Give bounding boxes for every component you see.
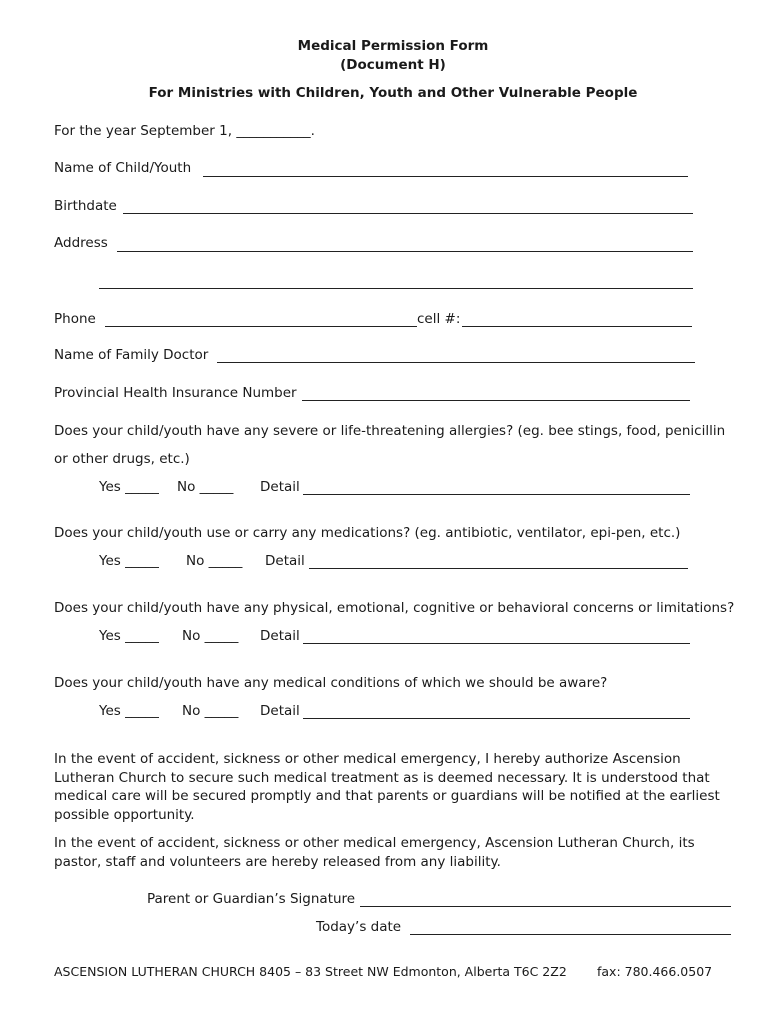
year-line: For the year September 1, ___________. [54, 123, 315, 139]
conditions-question: Does your child/youth have any medical conditions of which we should be aware? [54, 675, 608, 691]
concerns-detail-label: Detail [260, 628, 300, 644]
health-number-field[interactable] [302, 400, 690, 401]
address-field-line1[interactable] [117, 251, 693, 252]
authorization-paragraph [54, 750, 724, 824]
medications-yes[interactable]: Yes _____ [99, 553, 159, 569]
family-doctor-field[interactable] [217, 362, 695, 363]
birthdate-field[interactable] [123, 213, 693, 214]
authorization-line: medical care will be secured promptly and that parents or guardians will be notified at the earliest [54, 788, 720, 804]
footer-address: ASCENSION LUTHERAN CHURCH 8405 – 83 Street NW Edmonton, Alberta T6C 2Z2 [54, 964, 567, 979]
form-subtitle: For Ministries with Children, Youth and Other Vulnerable People [148, 85, 638, 101]
allergies-detail-label: Detail [260, 479, 300, 495]
concerns-yes[interactable]: Yes _____ [99, 628, 159, 644]
form-title: Medical Permission Form [297, 38, 489, 54]
phone-label: Phone [54, 311, 96, 327]
concerns-question: Does your child/youth have any physical, emotional, cognitive or behavioral concerns or limitations? [54, 600, 735, 616]
address-label: Address [54, 235, 108, 251]
release-line: In the event of accident, sickness or other medical emergency, Ascension Lutheran Church, its [54, 835, 695, 851]
medications-no[interactable]: No _____ [186, 553, 243, 569]
birthdate-label: Birthdate [54, 198, 117, 214]
family-doctor-label: Name of Family Doctor [54, 347, 209, 363]
medications-detail-field[interactable] [309, 568, 688, 569]
health-number-label: Provincial Health Insurance Number [54, 385, 297, 401]
allergies-question-cont: or other drugs, etc.) [54, 451, 190, 467]
footer-fax: fax: 780.466.0507 [597, 964, 713, 979]
conditions-yes[interactable]: Yes _____ [99, 703, 159, 719]
allergies-yes[interactable]: Yes _____ [99, 479, 159, 495]
phone-field[interactable] [105, 326, 417, 327]
authorization-line: Lutheran Church to secure such medical treatment as is deemed necessary. It is understood that [54, 769, 710, 786]
conditions-no[interactable]: No _____ [182, 703, 239, 719]
release-paragraph [54, 834, 724, 871]
allergies-no[interactable]: No _____ [177, 479, 234, 495]
document-code: (Document H) [340, 57, 446, 73]
conditions-detail-field[interactable] [303, 718, 690, 719]
date-label: Today’s date [316, 919, 402, 935]
authorization-line: possible opportunity. [54, 806, 195, 823]
child-name-label: Name of Child/Youth [54, 160, 192, 176]
date-field[interactable] [410, 934, 731, 935]
cell-label: cell #: [417, 311, 461, 327]
release-line: pastor, staff and volunteers are hereby released from any liability. [54, 853, 501, 870]
medications-question: Does your child/youth use or carry any medications? (eg. antibiotic, ventilator, epi-pen, etc.) [54, 525, 681, 541]
signature-field[interactable] [360, 906, 731, 907]
allergies-question: Does your child/youth have any severe or life-threatening allergies? (eg. bee stings, food, penicillin [54, 423, 726, 439]
cell-field[interactable] [462, 326, 692, 327]
address-field-line2[interactable] [99, 288, 693, 289]
authorization-line: In the event of accident, sickness or other medical emergency, I hereby authorize Ascension [54, 751, 681, 767]
concerns-no[interactable]: No _____ [182, 628, 239, 644]
medications-detail-label: Detail [265, 553, 305, 569]
conditions-detail-label: Detail [260, 703, 300, 719]
concerns-detail-field[interactable] [303, 643, 690, 644]
allergies-detail-field[interactable] [303, 494, 690, 495]
child-name-field[interactable] [203, 176, 688, 177]
signature-label: Parent or Guardian’s Signature [147, 891, 356, 907]
